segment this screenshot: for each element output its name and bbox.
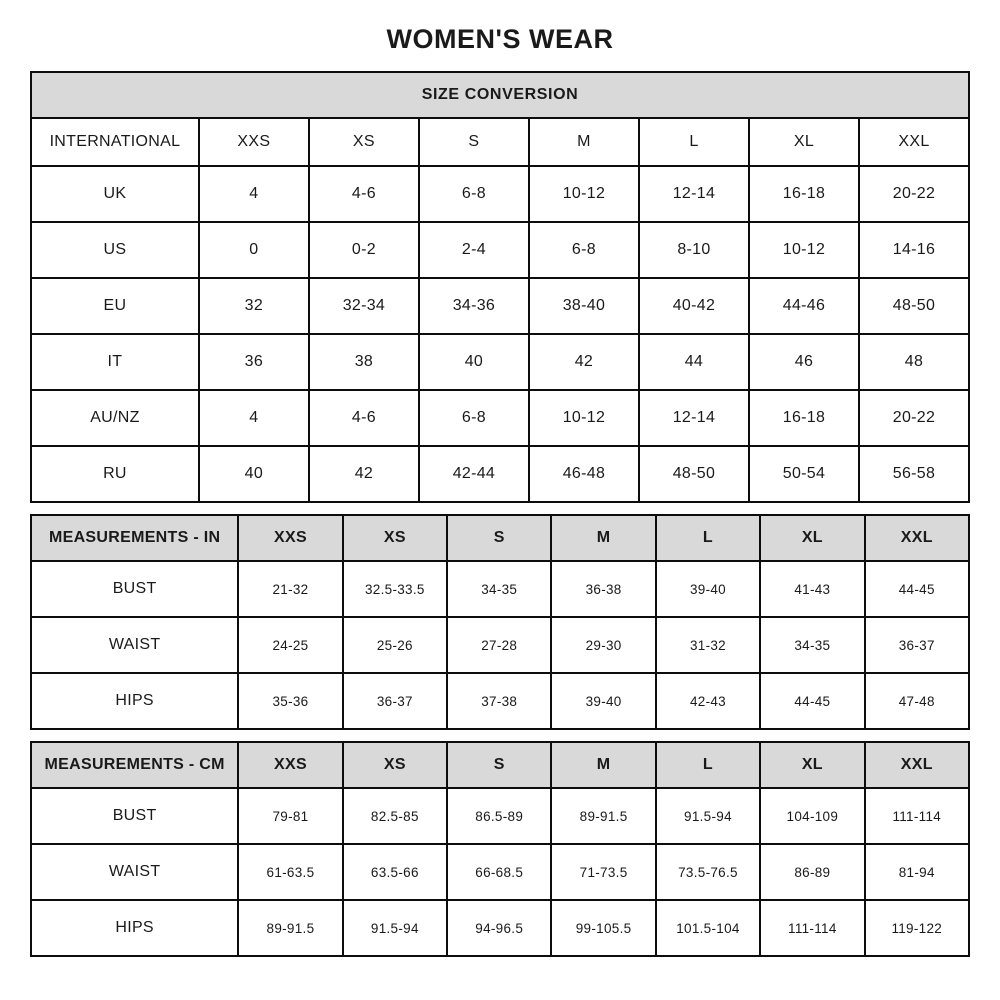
value-cell: 4-6 — [309, 166, 419, 222]
value-cell: 12-14 — [639, 166, 749, 222]
header-label: INTERNATIONAL — [31, 118, 199, 166]
size-header: XXL — [859, 118, 969, 166]
row-label: US — [31, 222, 199, 278]
value-cell: 34-36 — [419, 278, 529, 334]
row-label: WAIST — [31, 617, 238, 673]
size-header: L — [639, 118, 749, 166]
value-cell: 86.5-89 — [447, 788, 551, 844]
size-header: L — [656, 742, 760, 788]
table-row — [31, 278, 969, 334]
value-cell: 38-40 — [529, 278, 639, 334]
row-label: HIPS — [31, 900, 238, 956]
value-cell: 86-89 — [760, 844, 864, 900]
table-row — [31, 844, 969, 900]
value-cell: 37-38 — [447, 673, 551, 729]
row-label: WAIST — [31, 844, 238, 900]
header-label: MEASUREMENTS - IN — [31, 515, 238, 561]
value-cell: 44-45 — [865, 561, 969, 617]
size-header: M — [551, 742, 655, 788]
value-cell: 89-91.5 — [238, 900, 342, 956]
size-header: S — [419, 118, 529, 166]
value-cell: 36 — [199, 334, 309, 390]
value-cell: 89-91.5 — [551, 788, 655, 844]
value-cell: 25-26 — [343, 617, 447, 673]
value-cell: 82.5-85 — [343, 788, 447, 844]
value-cell: 39-40 — [551, 673, 655, 729]
size-header: XS — [343, 515, 447, 561]
value-cell: 10-12 — [529, 166, 639, 222]
value-cell: 73.5-76.5 — [656, 844, 760, 900]
value-cell: 32 — [199, 278, 309, 334]
size-header: XL — [749, 118, 859, 166]
table-row — [31, 222, 969, 278]
value-cell: 32-34 — [309, 278, 419, 334]
value-cell: 0-2 — [309, 222, 419, 278]
value-cell: 71-73.5 — [551, 844, 655, 900]
value-cell: 111-114 — [865, 788, 969, 844]
row-label: AU/NZ — [31, 390, 199, 446]
size-header: L — [656, 515, 760, 561]
size-header: XXS — [238, 515, 342, 561]
size-header: XXS — [199, 118, 309, 166]
size-header: XL — [760, 742, 864, 788]
value-cell: 36-37 — [865, 617, 969, 673]
header-row — [31, 742, 969, 788]
value-cell: 27-28 — [447, 617, 551, 673]
value-cell: 99-105.5 — [551, 900, 655, 956]
value-cell: 66-68.5 — [447, 844, 551, 900]
size-header: XS — [343, 742, 447, 788]
value-cell: 12-14 — [639, 390, 749, 446]
measurements-in-table — [30, 514, 970, 730]
table-banner-row — [31, 72, 969, 118]
size-header: XXS — [238, 742, 342, 788]
value-cell: 24-25 — [238, 617, 342, 673]
table-row — [31, 334, 969, 390]
value-cell: 41-43 — [760, 561, 864, 617]
value-cell: 56-58 — [859, 446, 969, 502]
value-cell: 21-32 — [238, 561, 342, 617]
value-cell: 4 — [199, 390, 309, 446]
value-cell: 6-8 — [419, 390, 529, 446]
row-label: UK — [31, 166, 199, 222]
value-cell: 44-46 — [749, 278, 859, 334]
size-conversion-table — [30, 71, 970, 503]
measurements-cm-table — [30, 741, 970, 957]
value-cell: 94-96.5 — [447, 900, 551, 956]
size-header: S — [447, 515, 551, 561]
value-cell: 8-10 — [639, 222, 749, 278]
value-cell: 36-38 — [551, 561, 655, 617]
value-cell: 40 — [419, 334, 529, 390]
value-cell: 42 — [309, 446, 419, 502]
value-cell: 119-122 — [865, 900, 969, 956]
header-row — [31, 515, 969, 561]
value-cell: 63.5-66 — [343, 844, 447, 900]
value-cell: 48-50 — [639, 446, 749, 502]
table-row — [31, 561, 969, 617]
value-cell: 6-8 — [529, 222, 639, 278]
value-cell: 32.5-33.5 — [343, 561, 447, 617]
size-header: XXL — [865, 515, 969, 561]
value-cell: 104-109 — [760, 788, 864, 844]
value-cell: 39-40 — [656, 561, 760, 617]
value-cell: 16-18 — [749, 166, 859, 222]
value-cell: 0 — [199, 222, 309, 278]
value-cell: 6-8 — [419, 166, 529, 222]
value-cell: 35-36 — [238, 673, 342, 729]
value-cell: 48 — [859, 334, 969, 390]
value-cell: 10-12 — [529, 390, 639, 446]
row-label: BUST — [31, 788, 238, 844]
value-cell: 34-35 — [760, 617, 864, 673]
value-cell: 2-4 — [419, 222, 529, 278]
value-cell: 61-63.5 — [238, 844, 342, 900]
value-cell: 36-37 — [343, 673, 447, 729]
header-label: MEASUREMENTS - CM — [31, 742, 238, 788]
value-cell: 91.5-94 — [656, 788, 760, 844]
value-cell: 79-81 — [238, 788, 342, 844]
value-cell: 42-44 — [419, 446, 529, 502]
value-cell: 40 — [199, 446, 309, 502]
table-row — [31, 788, 969, 844]
size-header: XL — [760, 515, 864, 561]
value-cell: 50-54 — [749, 446, 859, 502]
header-row — [31, 118, 969, 166]
value-cell: 42 — [529, 334, 639, 390]
value-cell: 40-42 — [639, 278, 749, 334]
page-title: WOMEN'S WEAR — [386, 24, 614, 54]
value-cell: 20-22 — [859, 390, 969, 446]
value-cell: 46-48 — [529, 446, 639, 502]
value-cell: 111-114 — [760, 900, 864, 956]
size-header: S — [447, 742, 551, 788]
value-cell: 16-18 — [749, 390, 859, 446]
value-cell: 31-32 — [656, 617, 760, 673]
row-label: EU — [31, 278, 199, 334]
value-cell: 10-12 — [749, 222, 859, 278]
value-cell: 38 — [309, 334, 419, 390]
value-cell: 42-43 — [656, 673, 760, 729]
size-header: M — [551, 515, 655, 561]
value-cell: 4 — [199, 166, 309, 222]
value-cell: 48-50 — [859, 278, 969, 334]
row-label: RU — [31, 446, 199, 502]
value-cell: 29-30 — [551, 617, 655, 673]
table-row — [31, 390, 969, 446]
value-cell: 44 — [639, 334, 749, 390]
size-header: M — [529, 118, 639, 166]
value-cell: 34-35 — [447, 561, 551, 617]
row-label: BUST — [31, 561, 238, 617]
value-cell: 81-94 — [865, 844, 969, 900]
size-header: XXL — [865, 742, 969, 788]
table-title: SIZE CONVERSION — [31, 72, 969, 118]
value-cell: 91.5-94 — [343, 900, 447, 956]
value-cell: 14-16 — [859, 222, 969, 278]
size-header: XS — [309, 118, 419, 166]
value-cell: 20-22 — [859, 166, 969, 222]
value-cell: 44-45 — [760, 673, 864, 729]
row-label: HIPS — [31, 673, 238, 729]
table-row — [31, 900, 969, 956]
table-row — [31, 166, 969, 222]
value-cell: 101.5-104 — [656, 900, 760, 956]
value-cell: 47-48 — [865, 673, 969, 729]
row-label: IT — [31, 334, 199, 390]
value-cell: 46 — [749, 334, 859, 390]
value-cell: 4-6 — [309, 390, 419, 446]
table-row — [31, 673, 969, 729]
table-row — [31, 446, 969, 502]
table-row — [31, 617, 969, 673]
